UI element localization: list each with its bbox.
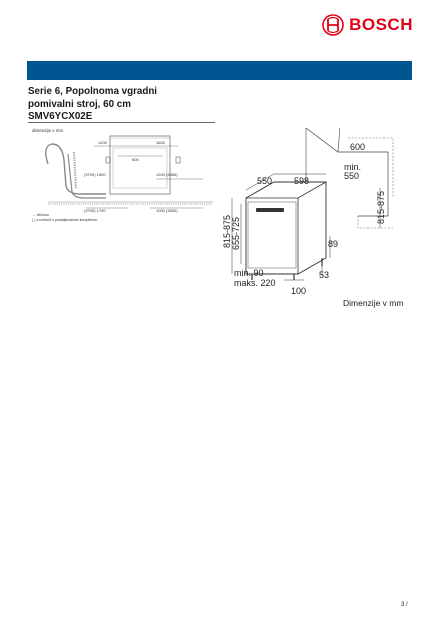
- dim-maks-220: maks. 220: [234, 278, 276, 288]
- product-model: SMV6YCX02E: [28, 111, 93, 122]
- page-number: 3 /: [401, 602, 408, 608]
- dim-815-875-right: 815-875: [376, 190, 386, 224]
- brand-name: BOSCH: [349, 15, 413, 34]
- label-1000-3500: 1000 (3500): [156, 208, 178, 213]
- small-diagram-heading: dimenzije v mm: [32, 128, 64, 133]
- label-1200-3450: 1200 (3450): [156, 172, 178, 177]
- dim-min-90: min. 90: [234, 268, 264, 278]
- label-1600: 1600: [156, 140, 165, 145]
- dimension-caption: Dimenzije v mm: [343, 298, 404, 308]
- dim-53: 53: [319, 270, 330, 280]
- dim-min-label: min.: [344, 162, 362, 172]
- dimension-diagram: [218, 128, 418, 298]
- dishwasher-body: [246, 182, 326, 274]
- legend-extension: ( ) z.nvitnoS s podaljševalnim kompletom: [32, 218, 98, 222]
- dim-550: 550: [257, 176, 273, 186]
- installation-diagram: [28, 124, 218, 224]
- label-3700-1500: (3700) 1500: [84, 172, 106, 177]
- bosch-logo: [322, 14, 413, 36]
- hose-hatched: [74, 152, 76, 188]
- title-divider: [28, 122, 215, 123]
- socket-icon-left: [106, 157, 110, 163]
- label-3700-1700: (3700) 1700: [84, 208, 106, 213]
- product-title: [28, 86, 248, 124]
- drain-hose: [46, 144, 106, 194]
- socket-icon-right: [176, 157, 180, 163]
- door-handle-recess: [256, 208, 284, 212]
- label-600: 600: [132, 157, 139, 162]
- appliance-inner: [113, 148, 167, 188]
- dim-815-875-left: 815-875: [222, 214, 232, 248]
- dim-89: 89: [328, 239, 339, 249]
- product-title-line2: pomivalni stroj, 60 cm: [28, 98, 131, 110]
- dim-min-550: 550: [344, 171, 360, 181]
- dim-600: 600: [350, 142, 366, 152]
- legend-socket: → vtičnica: [32, 213, 49, 217]
- product-title-line1: Serie 6, Popolnoma vgradni: [28, 86, 158, 97]
- bosch-armature-icon: [322, 14, 344, 36]
- dim-655-725: 655-725: [231, 216, 241, 250]
- dim-598: 598: [294, 176, 310, 186]
- header-band: [27, 61, 412, 80]
- label-1200: 1200: [98, 140, 107, 145]
- dim-100: 100: [291, 286, 307, 296]
